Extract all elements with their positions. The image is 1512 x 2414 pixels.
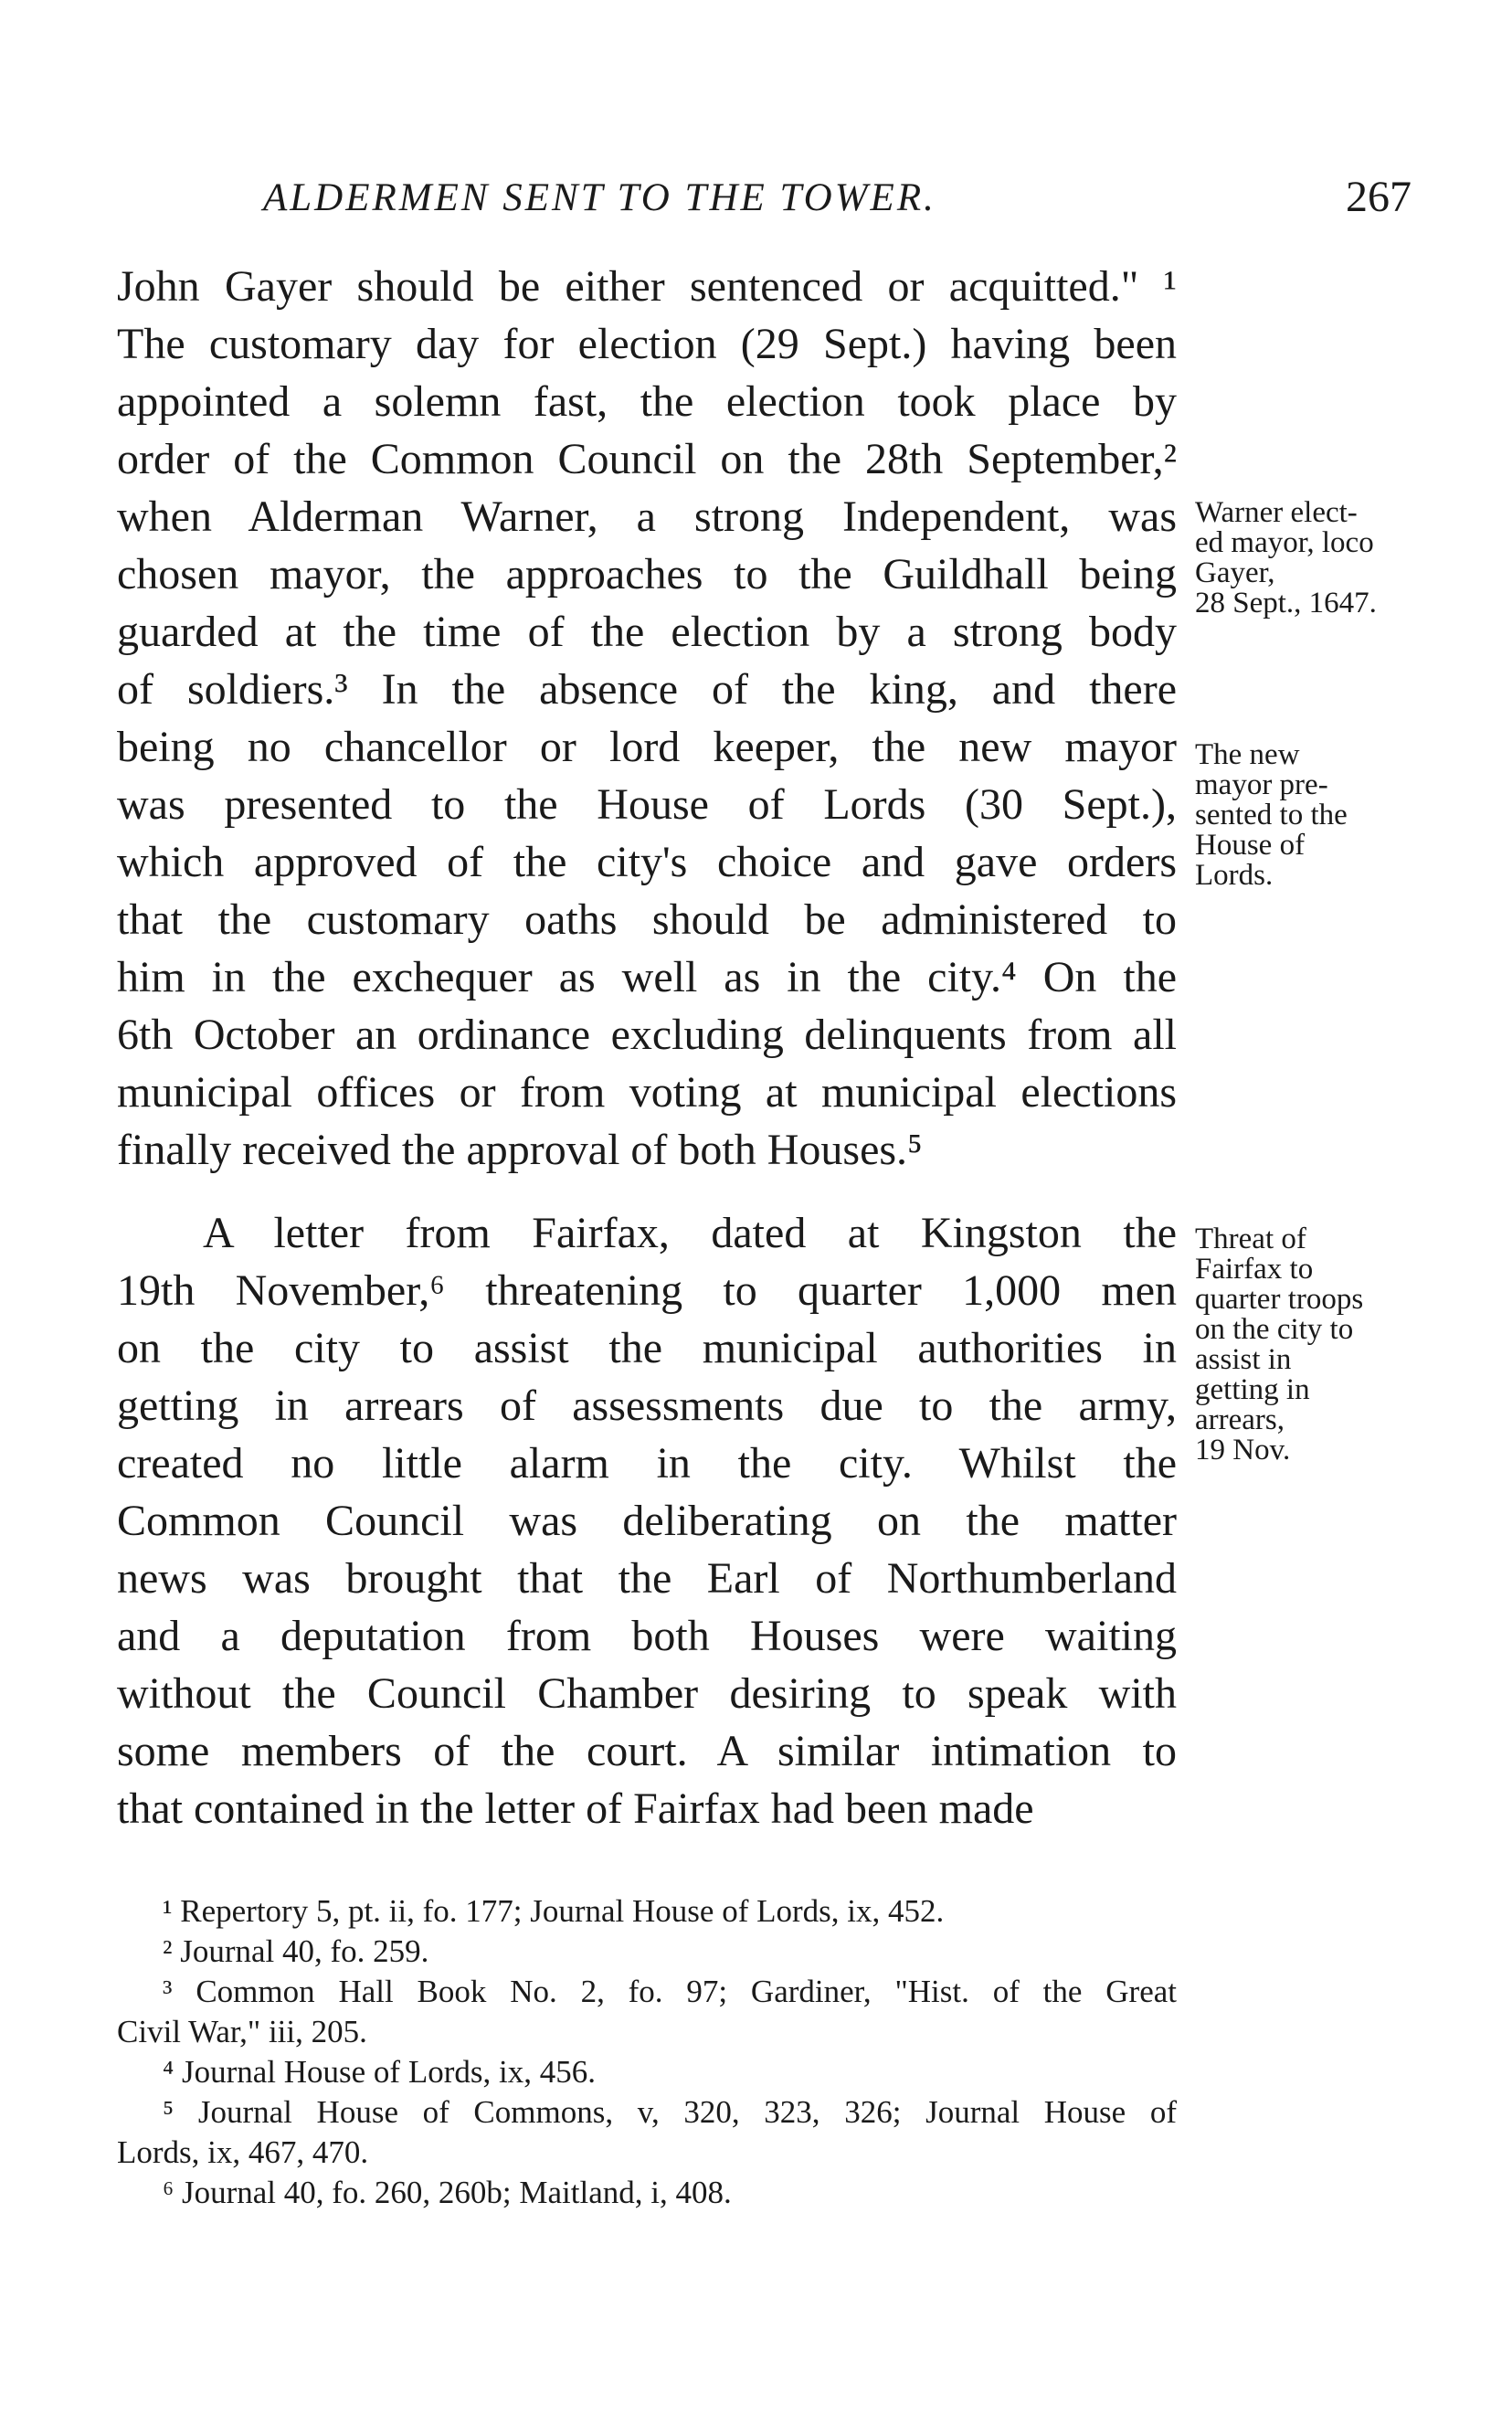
- body-line: created no little alarm in the city. Whilst the: [117, 1439, 1177, 1488]
- body-line: municipal offices or from voting at municipal elections: [117, 1068, 1177, 1117]
- page-number: 267: [1346, 173, 1412, 221]
- margin-note-fairfax: [1195, 1224, 1478, 1466]
- margin-note-line: Gayer,: [1195, 556, 1275, 589]
- body-line: and a deputation from both Houses were waiting: [117, 1612, 1177, 1660]
- body-line: on the city to assist the municipal authorities in: [117, 1324, 1177, 1372]
- body-line: finally received the approval of both Houses.⁵: [117, 1126, 923, 1174]
- margin-note-line: Warner elect-: [1195, 496, 1358, 529]
- body-line: 19th November,⁶ threatening to quarter 1,000 men: [117, 1266, 1177, 1315]
- margin-note-line: assist in: [1195, 1343, 1292, 1376]
- margin-note-line: on the city to: [1195, 1313, 1354, 1346]
- margin-note-line: getting in: [1195, 1373, 1310, 1406]
- margin-note-line: 19 Nov.: [1195, 1434, 1291, 1466]
- margin-note-line: Fairfax to: [1195, 1253, 1314, 1286]
- body-line: that contained in the letter of Fairfax had been made: [117, 1784, 1034, 1833]
- body-line: 6th October an ordinance excluding delinquents from all: [117, 1011, 1177, 1059]
- body-line: chosen mayor, the approaches to the Guildhall being: [117, 550, 1177, 598]
- body-line: some members of the court. A similar intimation to: [117, 1727, 1177, 1775]
- footnote: ³ Common Hall Book No. 2, fo. 97; Gardiner, "Hist. of the Great: [163, 1974, 1177, 2009]
- footnote: ² Journal 40, fo. 259.: [163, 1933, 429, 1969]
- margin-note-line: Lords.: [1195, 859, 1274, 892]
- footnote: ⁴ Journal House of Lords, ix, 456.: [163, 2054, 596, 2090]
- body-line: when Alderman Warner, a strong Independent, was: [117, 492, 1177, 541]
- margin-note-new-mayor: [1195, 740, 1478, 891]
- margin-note-line: ed mayor, loco: [1195, 526, 1374, 559]
- margin-note-warner: [1195, 498, 1478, 619]
- footnote-continuation: Civil War," iii, 205.: [117, 2014, 367, 2049]
- margin-note-line: quarter troops: [1195, 1283, 1364, 1316]
- footnote: ⁶ Journal 40, fo. 260, 260b; Maitland, i, 408.: [163, 2175, 732, 2210]
- body-line: guarded at the time of the election by a strong body: [117, 608, 1177, 656]
- body-line: without the Council Chamber desiring to speak with: [117, 1669, 1177, 1718]
- body-line: order of the Common Council on the 28th September,²: [117, 435, 1177, 483]
- body-line: John Gayer should be either sentenced or acquitted." ¹: [117, 262, 1177, 311]
- margin-note-line: Threat of: [1195, 1223, 1306, 1255]
- body-line: was presented to the House of Lords (30 Sept.),: [117, 780, 1177, 829]
- body-line: that the customary oaths should be administered to: [117, 895, 1177, 944]
- body-line: news was brought that the Earl of Northumberland: [117, 1554, 1177, 1603]
- body-line: of soldiers.³ In the absence of the king, and there: [117, 665, 1177, 714]
- body-line: appointed a solemn fast, the election took place by: [117, 377, 1177, 426]
- footnote-continuation: Lords, ix, 467, 470.: [117, 2134, 369, 2170]
- body-line: which approved of the city's choice and gave orders: [117, 838, 1177, 886]
- body-line: The customary day for election (29 Sept.) having been: [117, 320, 1177, 368]
- margin-note-line: House of: [1195, 829, 1306, 862]
- running-head: ALDERMEN SENT TO THE TOWER.: [263, 176, 936, 219]
- body-line: Common Council was deliberating on the matter: [117, 1497, 1177, 1545]
- margin-note-line: sented to the: [1195, 799, 1348, 831]
- footnote: ⁵ Journal House of Commons, v, 320, 323, 326; Journal House of: [163, 2094, 1177, 2130]
- margin-note-line: The new: [1195, 738, 1300, 771]
- footnote: ¹ Repertory 5, pt. ii, fo. 177; Journal House of Lords, ix, 452.: [163, 1893, 945, 1929]
- margin-note-line: 28 Sept., 1647.: [1195, 587, 1377, 619]
- body-line: him in the exchequer as well as in the city.⁴ On the: [117, 953, 1177, 1001]
- body-line: being no chancellor or lord keeper, the new mayor: [117, 723, 1177, 771]
- margin-note-line: arrears,: [1195, 1403, 1285, 1436]
- body-line: getting in arrears of assessments due to the army,: [117, 1382, 1177, 1430]
- margin-note-line: mayor pre-: [1195, 768, 1328, 801]
- body-line: A letter from Fairfax, dated at Kingston the: [203, 1209, 1177, 1257]
